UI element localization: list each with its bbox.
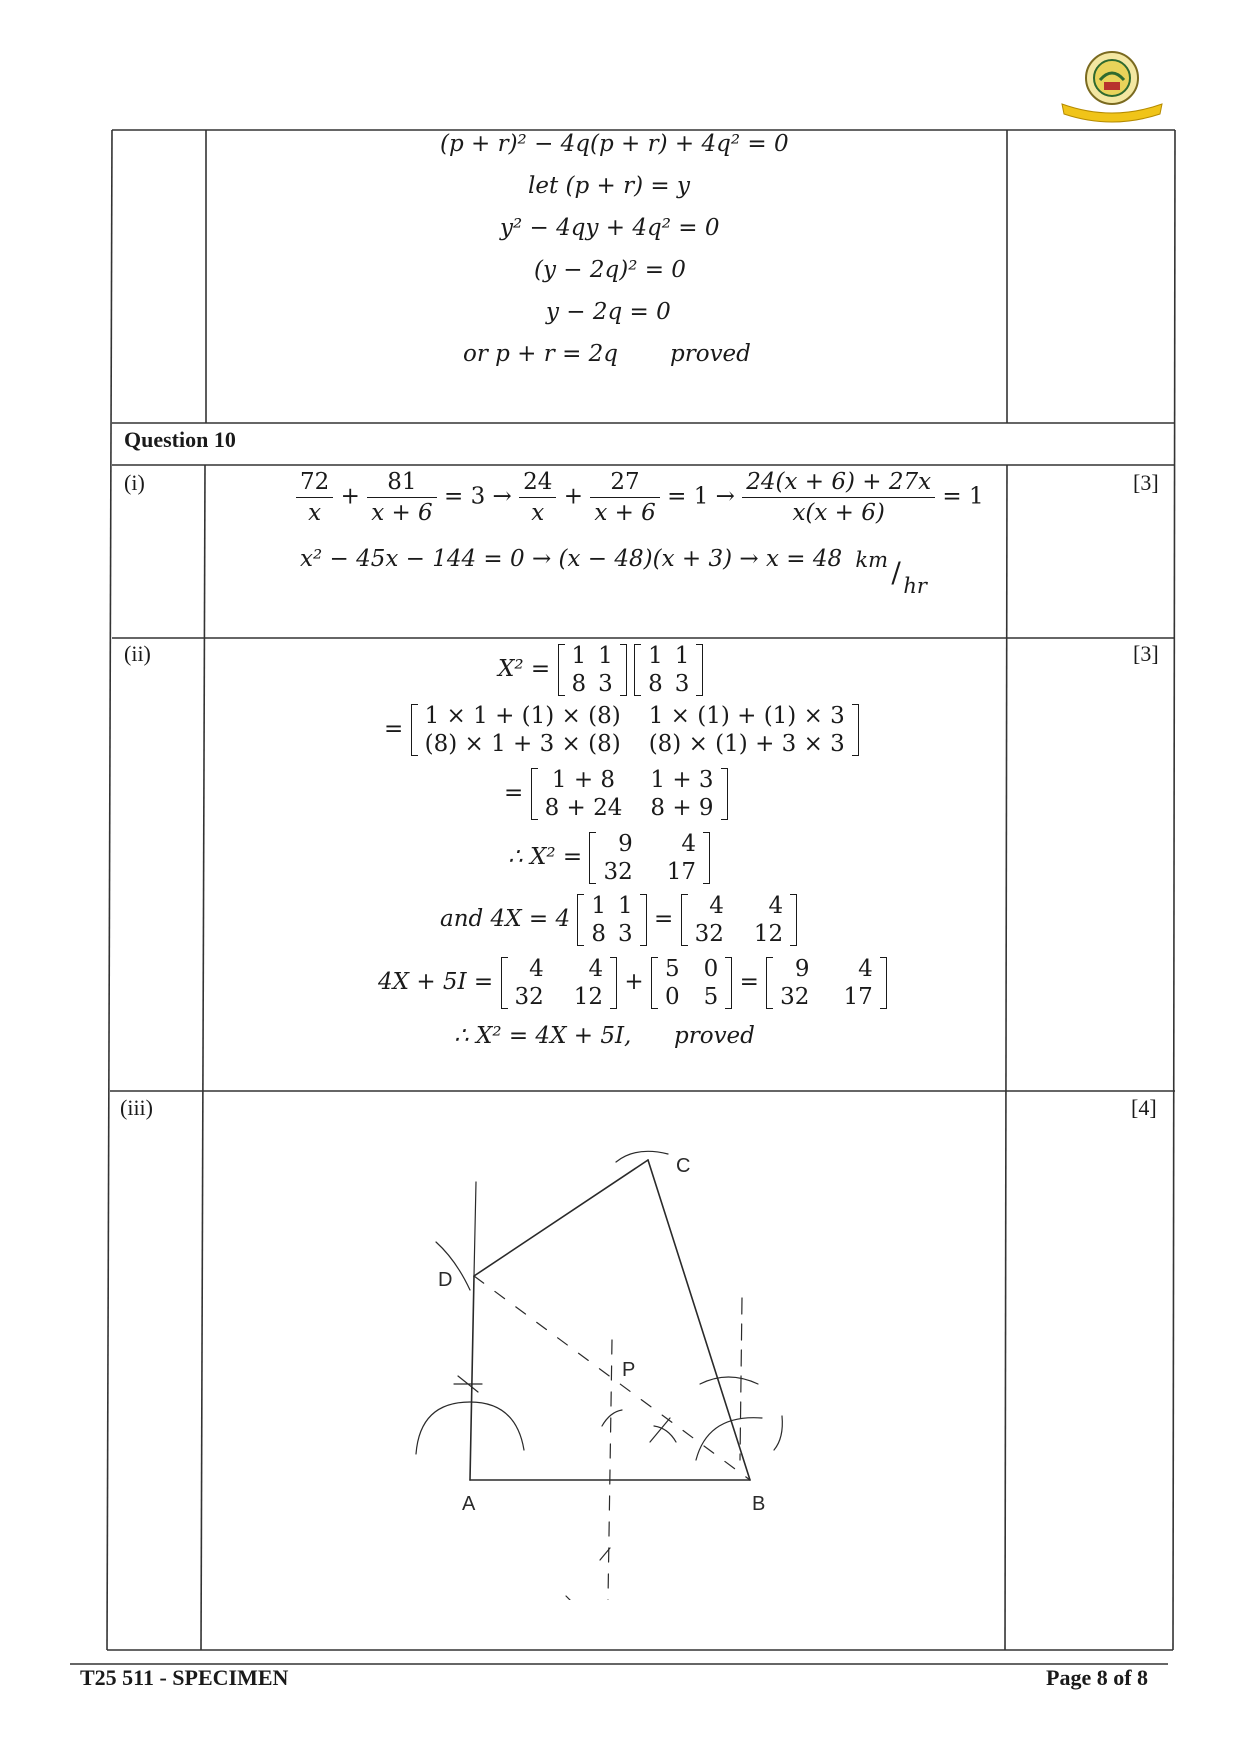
matrix-result: 9 4 32 17 bbox=[766, 955, 887, 1011]
eq-line-5: y − 2q = 0 bbox=[546, 299, 671, 325]
eq-line-3: y² − 4qy + 4q² = 0 bbox=[500, 215, 720, 241]
part-label-i: (i) bbox=[124, 470, 145, 495]
eq-line-6: or p + r = 2q bbox=[463, 341, 619, 367]
matrix-result: 9 4 32 17 bbox=[589, 830, 710, 886]
part-ii-line-1: X² = 1 1 8 3 1 1 8 3 bbox=[498, 642, 703, 698]
marks-i: [3] bbox=[1133, 470, 1159, 495]
fraction: $\frac{81}{x + 6}$ bbox=[367, 467, 437, 528]
side-bc bbox=[648, 1160, 750, 1480]
unit-numerator: km bbox=[855, 548, 889, 572]
matrix-4x: 4 4 32 12 bbox=[501, 955, 618, 1011]
fraction: $\frac{24(x + 6) + 27x}{x(x + 6)}$ bbox=[742, 467, 935, 528]
matrix-product: 1 × 1 + (1) × (8) 1 × (1) + (1) × 3 (8) × 1 + 3 × (8) (8) × (1) + 3 × 3 bbox=[411, 702, 859, 758]
part-label-ii: (ii) bbox=[124, 641, 151, 666]
part-ii-line-5: and 4X = 4 1 1 8 3 = 4 4 32 12 bbox=[440, 892, 797, 948]
proved-text-1: proved bbox=[670, 341, 751, 367]
part-ii-conclusion: ∴ X² = 4X + 5I, bbox=[454, 1023, 632, 1049]
eq-line-1: (p + r)² − 4q(p + r) + 4q² = 0 bbox=[440, 131, 789, 157]
eq-line-2: let (p + r) = y bbox=[528, 173, 690, 199]
part-label-iii: (iii) bbox=[120, 1095, 153, 1120]
part-i-equation-1: $\frac{72}{x}$ + $\frac{81}{x + 6}$ = 3 → $\frac{24}{x}$ + $\frac{27}{x + 6}$ = 1 → $\frac{24(x + 6) + 27x}{x(x + 6)}$ = 1 bbox=[296, 467, 984, 528]
point-label-p: P bbox=[622, 1359, 636, 1381]
point-label-a: A bbox=[462, 1493, 476, 1515]
construction-diagram bbox=[380, 1120, 840, 1600]
part-ii-line-3: = 1 + 8 1 + 3 8 + 24 8 + 9 bbox=[504, 766, 728, 822]
fraction: $\frac{27}{x + 6}$ bbox=[590, 467, 660, 528]
marks-iii: [4] bbox=[1131, 1095, 1157, 1120]
proved-text-2: proved bbox=[674, 1023, 755, 1049]
point-label-b: B bbox=[752, 1493, 766, 1515]
fraction: $\frac{72}{x}$ bbox=[296, 467, 333, 528]
part-ii-line-4: ∴ X² = 9 4 32 17 bbox=[508, 830, 710, 886]
part-ii-line-2: = 1 × 1 + (1) × (8) 1 × (1) + (1) × 3 (8) × 1 + 3 × (8) (8) × (1) + 3 × 3 bbox=[384, 702, 859, 758]
matrix-5i: 5 0 0 5 bbox=[651, 955, 732, 1011]
matrix-a: 1 1 8 3 bbox=[558, 642, 627, 698]
matrix-a: 1 1 8 3 bbox=[634, 642, 703, 698]
point-label-d: D bbox=[438, 1269, 453, 1291]
question-heading: Question 10 bbox=[124, 427, 236, 452]
footer-page-number: Page 8 of 8 bbox=[1046, 1665, 1149, 1690]
side-cd bbox=[474, 1160, 648, 1276]
footer-paper-code: T25 511 - SPECIMEN bbox=[80, 1665, 289, 1690]
matrix-4x: 4 4 32 12 bbox=[681, 892, 798, 948]
unit-denominator: hr bbox=[903, 574, 927, 598]
matrix-a: 1 1 8 3 bbox=[577, 892, 646, 948]
marks-ii: [3] bbox=[1133, 641, 1159, 666]
part-i-equation-2: x² − 45x − 144 = 0 → (x − 48)(x + 3) → x = 48 km / hr bbox=[300, 546, 927, 598]
eq-line-4: (y − 2q)² = 0 bbox=[534, 257, 686, 283]
point-label-c: C bbox=[676, 1155, 691, 1177]
fraction: $\frac{24}{x}$ bbox=[519, 467, 556, 528]
matrix-sum: 1 + 8 1 + 3 8 + 24 8 + 9 bbox=[531, 766, 728, 822]
side-da bbox=[470, 1276, 474, 1480]
part-ii-line-6: 4X + 5I = 4 4 32 12 + 5 0 0 5 = 9 4 32 17 bbox=[378, 955, 887, 1011]
